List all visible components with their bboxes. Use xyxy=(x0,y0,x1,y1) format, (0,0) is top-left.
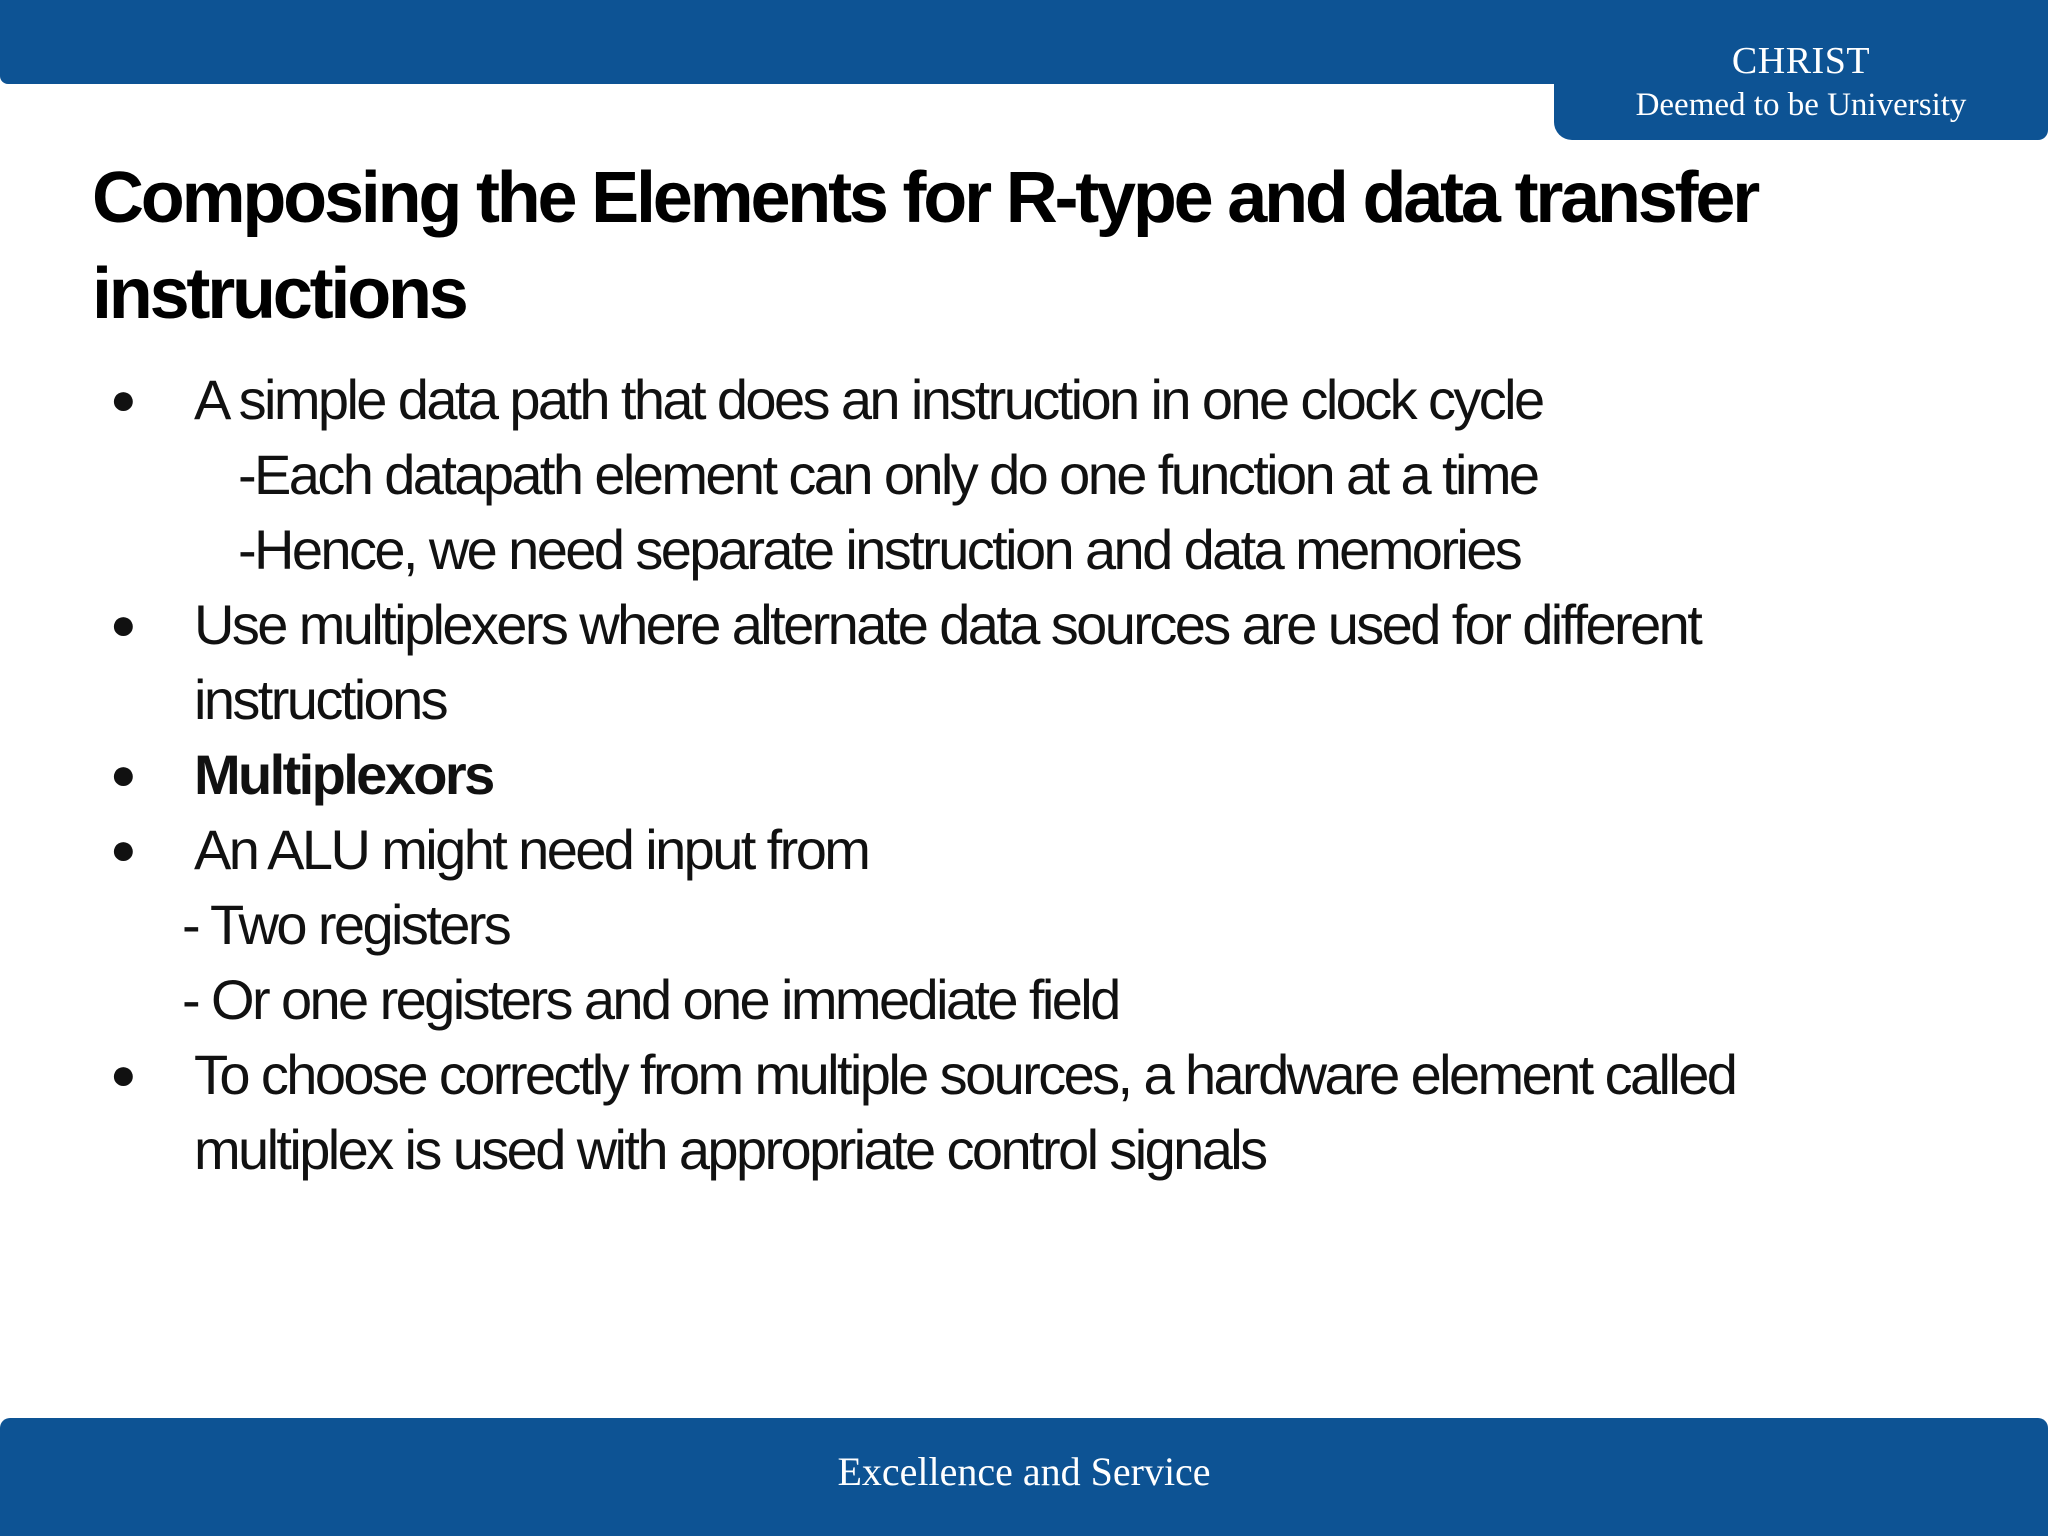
slide-title xyxy=(92,150,1932,342)
logo-name: CHRIST xyxy=(1731,40,1871,82)
sub-point: - Or one registers and one immediate field xyxy=(182,968,1119,1031)
bullet-item-3 xyxy=(110,737,1910,812)
bullet-item-1 xyxy=(110,362,1910,437)
bullet-marker: ● xyxy=(110,750,134,799)
bullet-item-5 xyxy=(110,1037,1910,1112)
bullet-continuation: multiplex is used with appropriate control signals xyxy=(194,1118,1266,1181)
bullet-text: Use multiplexers where alternate data sources are used for different xyxy=(194,593,1701,656)
bullet-text: Multiplexors xyxy=(194,743,493,806)
bullet-marker: ● xyxy=(110,1050,134,1099)
sub-point: -Hence, we need separate instruction and data memories xyxy=(238,518,1521,581)
bullet-text: To choose correctly from multiple sources, a hardware element called xyxy=(194,1043,1736,1106)
bullet-item-2 xyxy=(110,587,1910,662)
bullet-text: An ALU might need input from xyxy=(194,818,869,881)
bullet-item-4 xyxy=(110,812,1910,887)
bullet-marker: ● xyxy=(110,600,134,649)
slide-title-line2: instructions xyxy=(92,254,466,334)
bullet-text: A simple data path that does an instruction in one clock cycle xyxy=(194,368,1543,431)
slide-title-line1: Composing the Elements for R-type and data transfer xyxy=(92,158,1758,238)
sub-point: - Two registers xyxy=(182,893,510,956)
bullet-marker: ● xyxy=(110,825,134,874)
bullet-list xyxy=(110,362,1910,1187)
sub-point: -Each datapath element can only do one function at a time xyxy=(238,443,1538,506)
footer-motto: Excellence and Service xyxy=(837,1449,1211,1494)
bullet-marker: ● xyxy=(110,375,134,424)
bullet-continuation: instructions xyxy=(194,668,447,731)
logo-subtitle: Deemed to be University xyxy=(1635,87,1967,123)
university-logo xyxy=(1554,38,2048,126)
